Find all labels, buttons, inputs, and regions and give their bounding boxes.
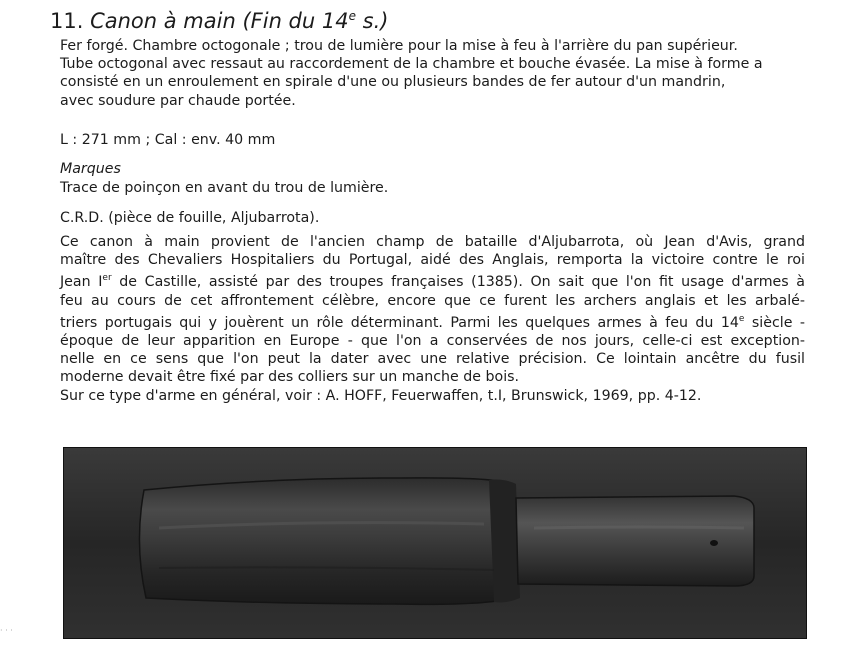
history-line: époque de leur apparition en Europe - que l'on a conservées de nos jours, celle-ci est exception- (60, 333, 805, 350)
history-line (60, 269, 805, 291)
description-line: Fer forgé. Chambre octogonale ; trou de lumière pour la mise à feu à l'arrière du pan supérieur. (60, 38, 738, 54)
history-line (60, 310, 805, 332)
history-line-part: Jean I (60, 274, 103, 291)
history-line-part: siècle - (744, 314, 805, 331)
history-line-sup: e (738, 313, 745, 324)
cannon-chamber (516, 496, 754, 586)
marques-heading: Marques (60, 161, 121, 177)
entry-number: 11. (50, 9, 84, 33)
history-line: feu au cours de cet affrontement célèbre, encore que ce furent les archers anglais et les arbalé- (60, 292, 805, 309)
page-edge-mark: · · · (0, 626, 13, 635)
history-line: moderne devait être fixé par des colliers sur un manche de bois. (60, 369, 520, 386)
marques-text: Trace de poinçon en avant du trou de lumière. (60, 180, 389, 196)
entry-name-sup: e (348, 9, 356, 23)
touch-hole (710, 540, 718, 546)
dimensions-text: L : 271 mm ; Cal : env. 40 mm (60, 132, 276, 148)
description-line: avec soudure par chaude portée. (60, 92, 296, 109)
entry-name-main: Canon à main (Fin du 14 (90, 9, 349, 33)
entry-name (90, 9, 388, 33)
hand-cannon-illustration (64, 448, 806, 638)
entry-name-end: s.) (355, 9, 389, 33)
description-line: consisté en un enroulement en spirale d'une ou plusieurs bandes de fer autour d'un mandrin, (60, 74, 726, 91)
hand-cannon-photo (63, 447, 807, 639)
cannon-barrel (139, 478, 512, 605)
history-line: Ce canon à main provient de l'ancien champ de bataille d'Aljubarrota, où Jean d'Avis, grand (60, 234, 805, 250)
description-paragraph (60, 37, 805, 110)
description-line: Tube octogonal avec ressaut au raccordement de la chambre et bouche évasée. La mise à forme a (60, 56, 763, 73)
history-line: maître des Chevaliers Hospitaliers du Portugal, aidé des Anglais, remporta la victoire contre le roi (60, 252, 805, 269)
history-line-part: de Castille, assisté par des troupes françaises (1385). On sait que l'on fit usage d'armes à (111, 274, 806, 291)
history-paragraph (60, 233, 805, 405)
provenance-text: C.R.D. (pièce de fouille, Aljubarrota). (60, 210, 320, 226)
history-reference-line: Sur ce type d'arme en général, voir : A. HOFF, Feuerwaffen, t.I, Brunswick, 1969, pp. 4-12. (60, 387, 702, 404)
entry-title (50, 2, 388, 35)
history-line-part: triers portugais qui y jouèrent un rôle déterminant. Parmi les quelques armes à feu du 14 (60, 314, 739, 331)
history-line: nelle en ce sens que l'on peut la dater avec une relative précision. Ce lointain ancêtre du fusil (60, 351, 805, 368)
history-line-sup: er (102, 273, 112, 284)
